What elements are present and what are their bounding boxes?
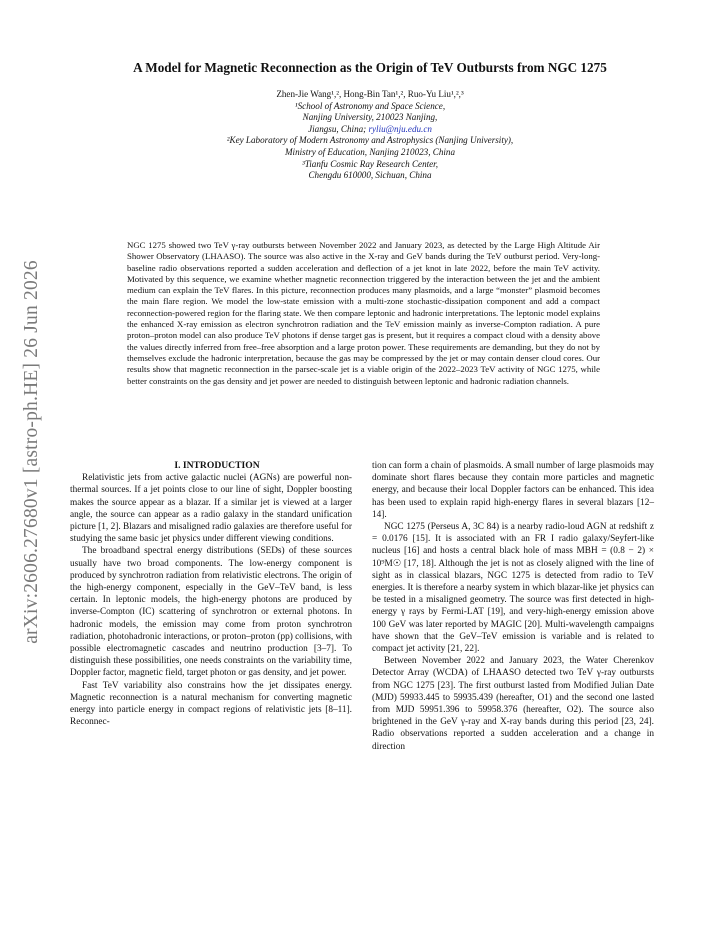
affiliation-line: ²Key Laboratory of Modern Astronomy and Astrophysics (Nanjing University), <box>226 135 514 146</box>
author-block <box>120 89 620 182</box>
right-column <box>372 460 654 753</box>
body-paragraph: NGC 1275 (Perseus A, 3C 84) is a nearby radio-loud AGN at redshift z = 0.0176 [15]. It is associated with an FR I radio galaxy/Seyfert-like nucleus [16] and hosts a central black hole of mass MBH = (0.8 − 2) × 10⁹M☉ [17, 18]. Although the jet is not as closely aligned with the line of sight as in classical blazars, NGC 1275 is detected from radio to TeV energies. It is therefore a nearby system in which blazar-like jet physics can be tested in a misaligned geometry. The source was first detected in high-energy γ rays by Fermi-LAT [19], and very-high-energy emission above 100 GeV was later reported by MAGIC [20]. Multi-wavelength campaigns have shown that the GeV–TeV emission is variable and is related to compact jet activity [21, 22]. <box>372 522 654 655</box>
abstract: NGC 1275 showed two TeV γ-ray outbursts between November 2022 and January 2023, as detected by the Large High Altitude Air Shower Observatory (LHAASO). The source was also active in the X-ray and GeV bands during the TeV outburst period. Very-long-baseline radio observations reported a sudden acceleration and deflection of a jet knot in late 2022, before the main TeV activity. Motivated by this sequence, we examine whether magnetic reconnection triggered by the interaction between the jet and the ambient medium can explain the TeV flares. In this picture, reconnection produces many plasmoids, and a large “monster” plasmoid becomes the main flare region. We model the low-state emission with a multi-zone stochastic-dissipation component and add a compact reconnection-powered region for the flaring state. We then compare leptonic and hadronic interpretations. The leptonic model explains the enhanced X-ray emission as electron synchrotron radiation and the TeV emission mainly as inverse-Compton radiation. A pure proton–proton model can also produce TeV photons if dense target gas is present, but it requires a compact cloud with a density above the values directly inferred from free–free absorption and a large proton power. These requirements are demanding, but they do not by themselves exclude the hadronic interpretation, because the gas may be compressed by the jet or may contain denser cloud cores. Our results show that magnetic reconnection in the parsec-scale jet is a viable origin of the 2022–2023 TeV activity of NGC 1275, while better constraints on the gas density and jet power are needed to distinguish between leptonic and hadronic radiation channels. <box>127 240 600 386</box>
affiliation-line: Ministry of Education, Nanjing 210023, China <box>284 146 455 157</box>
body-paragraph: Fast TeV variability also constrains how the jet dissipates energy. Magnetic reconnection is a natural mechanism for converting magnetic energy into particle energy in compact regions of relativistic jets [8–11]. Reconnec- <box>70 680 352 728</box>
body-paragraph: Relativistic jets from active galactic nuclei (AGNs) are powerful non-thermal sources. If a jet points close to our line of sight, Doppler boosting makes the source appear as a blazar. If a similar jet is viewed at a larger angle, the source can appear as a radio galaxy in the standard unification picture [1, 2]. Blazars and misaligned radio galaxies are therefore useful for studying the same basic jet physics under different viewing conditions. <box>70 473 352 545</box>
section-heading: I. INTRODUCTION <box>174 460 260 471</box>
author-list: Zhen-Jie Wang¹,², Hong-Bin Tan¹,², Ruo-Yu Liu¹,²,³ <box>276 89 464 99</box>
arxiv-id-text: arXiv:2606.27680v1 [astro-ph.HE] 26 Jun 2026 <box>21 260 42 644</box>
affiliation-line: Nanjing University, 210023 Nanjing, <box>302 112 438 123</box>
affiliation-line: ¹School of Astronomy and Space Science, <box>294 100 446 111</box>
affiliation-email-line <box>120 124 620 136</box>
body-paragraph: The broadband spectral energy distributions (SEDs) of these sources usually have two broad components. The low-energy component is produced by synchrotron radiation from relativistic electrons. The origin of the high-energy component, especially in the GeV–TeV band, is less certain. In leptonic models, the high-energy photons are produced by inverse-Compton (IC) scattering of synchrotron or external photons. In hadronic models, the emission may come from proton synchrotron radiation, photohadronic interactions, or proton–proton (pp) collisions, with possible electromagnetic cascades and neutrino production [3–7]. To distinguish these possibilities, one needs constraints on the variability time, Doppler factor, magnetic field, target photon or gas density, and jet power. <box>70 546 352 679</box>
body-paragraph: tion can form a chain of plasmoids. A small number of large plasmoids may dominate short flares because they contain more particles and magnetic energy, and because their local Doppler factors can be enhanced. This idea has been used to explain rapid high-energy flares in several blazars [12–14]. <box>372 461 654 520</box>
affiliation-line: ³Tianfu Cosmic Ray Research Center, <box>301 158 438 169</box>
affiliation-line: Chengdu 610000, Sichuan, China <box>308 170 432 181</box>
affiliation-line: Jiangsu, China; <box>308 123 367 134</box>
arxiv-identifier <box>20 232 44 672</box>
paper-title: A Model for Magnetic Reconnection as the Origin of TeV Outbursts from NGC 1275 <box>133 60 607 75</box>
left-column <box>70 460 352 728</box>
author-email-link[interactable]: ryliu@nju.edu.cn <box>368 123 432 134</box>
body-paragraph: Between November 2022 and January 2023, the Water Cherenkov Detector Array (WCDA) of LHAASO detected two TeV γ-ray outbursts from NGC 1275 [23]. The first outburst lasted from Modified Julian Date (MJD) 59933.445 to 59935.439 (hereafter, O1) and the second one lasted from MJD 59951.396 to 59958.376 (hereafter, O2). The source also brightened in the GeV γ-ray and X-ray bands during this period [23, 24]. Radio observations reported a sudden acceleration and a change in direction <box>372 656 654 752</box>
